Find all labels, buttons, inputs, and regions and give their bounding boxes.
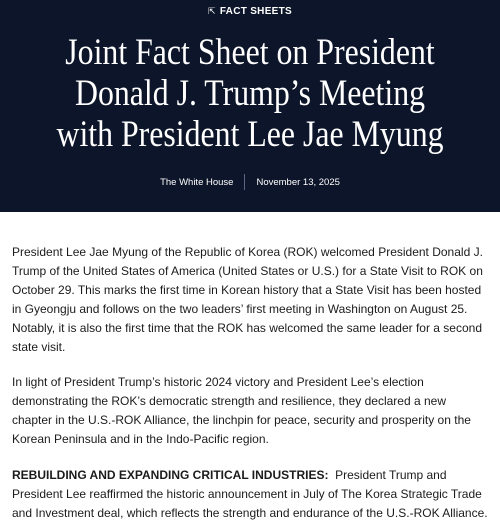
- title-line-3: with President Lee Jae Myung: [56, 114, 444, 155]
- paragraph-industries-text: President Trump and President Lee reaffirmed the historic announcement in July of The Korea Strategic Trade and Investment deal, which reflects the strength and endurance of the U.S.-ROK Alliance.: [12, 468, 488, 520]
- breadcrumb-link-fact-sheets[interactable]: FACT SHEETS: [219, 6, 293, 17]
- author-label: The White House: [160, 176, 234, 188]
- breadcrumb: [0, 6, 500, 17]
- publish-date: November 13, 2025: [256, 176, 340, 188]
- title-line-1: Joint Fact Sheet on President: [65, 32, 435, 73]
- article-header: [0, 0, 500, 212]
- paragraph-alliance: In light of President Trump’s historic 2024 victory and President Lee’s election demonstrating the ROK’s democratic strength and resilience, they declared a new chapter in the U.S.-ROK Alliance, the linchpin for peace, security and prosperity on the Korean Peninsula and in the Indo-Pacific region.: [12, 375, 471, 446]
- paragraph-industries: [12, 466, 488, 523]
- article-meta: [0, 174, 500, 190]
- meta-divider: [244, 174, 245, 190]
- arrow-up-left-icon: ⇱: [207, 6, 216, 16]
- section-heading: REBUILDING AND EXPANDING CRITICAL INDUSTRIES:: [12, 468, 329, 482]
- page-title: [35, 32, 465, 155]
- article-body: [0, 212, 500, 523]
- title-line-2: Donald J. Trump’s Meeting: [74, 73, 426, 114]
- paragraph-intro: President Lee Jae Myung of the Republic of Korea (ROK) welcomed President Donald J. Trump of the United States of America (United States or U.S.) for a State Visit to ROK on October 29. This marks the first time in Korean history that a State Visit has been hosted in Gyeongju and follows on the two leaders’ first meeting in Washington on August 25. Notably, it is also the first time that the ROK has welcomed the same leader for a second state visit.: [12, 245, 483, 354]
